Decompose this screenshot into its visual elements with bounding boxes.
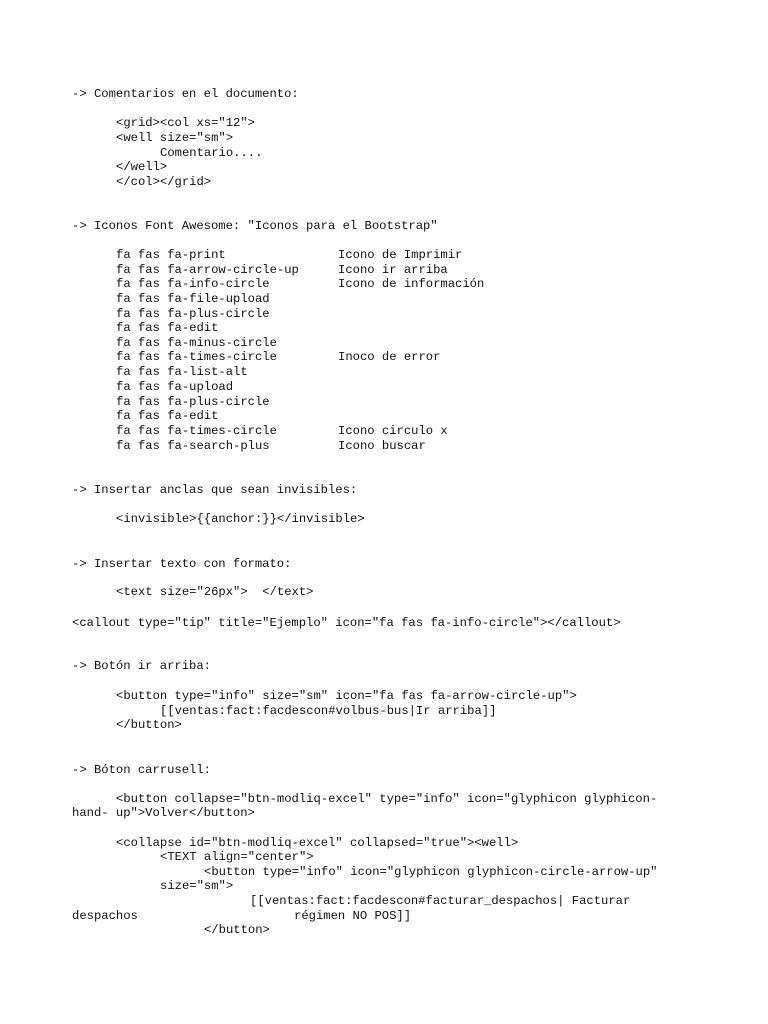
icon-class: fa fas fa-list-alt <box>116 365 248 379</box>
icon-class: fa fas fa-print <box>116 248 226 262</box>
icon-class: fa fas fa-times-circle <box>116 424 277 438</box>
icon-description: Icono de información <box>338 277 485 291</box>
icon-description: Icono buscar <box>338 439 426 453</box>
code-line: <callout type="tip" title="Ejemplo" icon="fa fas fa-info-circle"></callout> <box>72 616 621 630</box>
code-line: <collapse id="btn-modliq-excel" collapsed="true"><well> <box>116 836 519 850</box>
code-line: <button type="info" size="sm" icon="fa fas fa-arrow-circle-up"> <box>116 689 577 703</box>
code-line: <text size="26px"> </text> <box>116 585 314 599</box>
icon-class: fa fas fa-plus-circle <box>116 307 270 321</box>
icon-class: fa fas fa-upload <box>116 380 234 394</box>
icon-class: fa fas fa-edit <box>116 409 219 423</box>
section-heading-boton-carrusell: -> Bóton carrusell: <box>72 763 211 777</box>
code-line: despachos <box>72 909 138 923</box>
code-line: [[ventas:fact:facdescon#facturar_despachos| Facturar <box>250 894 631 908</box>
section-heading-comentarios: -> Comentarios en el documento: <box>72 87 299 101</box>
icon-class: fa fas fa-times-circle <box>116 350 277 364</box>
icon-class: fa fas fa-edit <box>116 321 219 335</box>
code-line: <button type="info" icon="glyphicon glyphicon-circle-arrow-up" <box>204 865 658 879</box>
section-heading-anclas: -> Insertar anclas que sean invisibles: <box>72 483 358 497</box>
code-line: Comentario.... <box>160 146 263 160</box>
icon-class: fa fas fa-arrow-circle-up <box>116 263 299 277</box>
code-line: hand- up">Volver</button> <box>72 806 255 820</box>
code-line: </col></grid> <box>116 175 212 189</box>
icon-class: fa fas fa-minus-circle <box>116 336 277 350</box>
code-line: [[ventas:fact:facdescon#volbus-bus|Ir arriba]] <box>160 704 497 718</box>
code-line: <TEXT align="center"> <box>160 850 314 864</box>
section-heading-texto: -> Insertar texto con formato: <box>72 557 292 571</box>
code-line: <grid><col xs="12"> <box>116 116 255 130</box>
code-line: <invisible>{{anchor:}}</invisible> <box>116 512 365 526</box>
code-line: </button> <box>116 718 182 732</box>
icon-description: Icono ir arriba <box>338 263 448 277</box>
icon-description: Icono circulo x <box>338 424 448 438</box>
section-heading-iconos: -> Iconos Font Awesome: "Iconos para el Bootstrap" <box>72 219 438 233</box>
code-line: </button> <box>204 923 270 937</box>
code-line: </well> <box>116 160 168 174</box>
icon-class: fa fas fa-search-plus <box>116 439 270 453</box>
section-heading-boton-ir-arriba: -> Botón ir arriba: <box>72 659 211 673</box>
icon-description: Icono de Imprimir <box>338 248 463 262</box>
icon-class: fa fas fa-file-upload <box>116 292 270 306</box>
icon-class: fa fas fa-info-circle <box>116 277 270 291</box>
icon-description: Inoco de error <box>338 350 441 364</box>
code-line: size="sm"> <box>160 879 234 893</box>
code-line: <button collapse="btn-modliq-excel" type="info" icon="glyphicon glyphicon- <box>116 792 658 806</box>
code-line: régimen NO POS]] <box>294 909 412 923</box>
icon-class: fa fas fa-plus-circle <box>116 395 270 409</box>
code-line: <well size="sm"> <box>116 131 234 145</box>
